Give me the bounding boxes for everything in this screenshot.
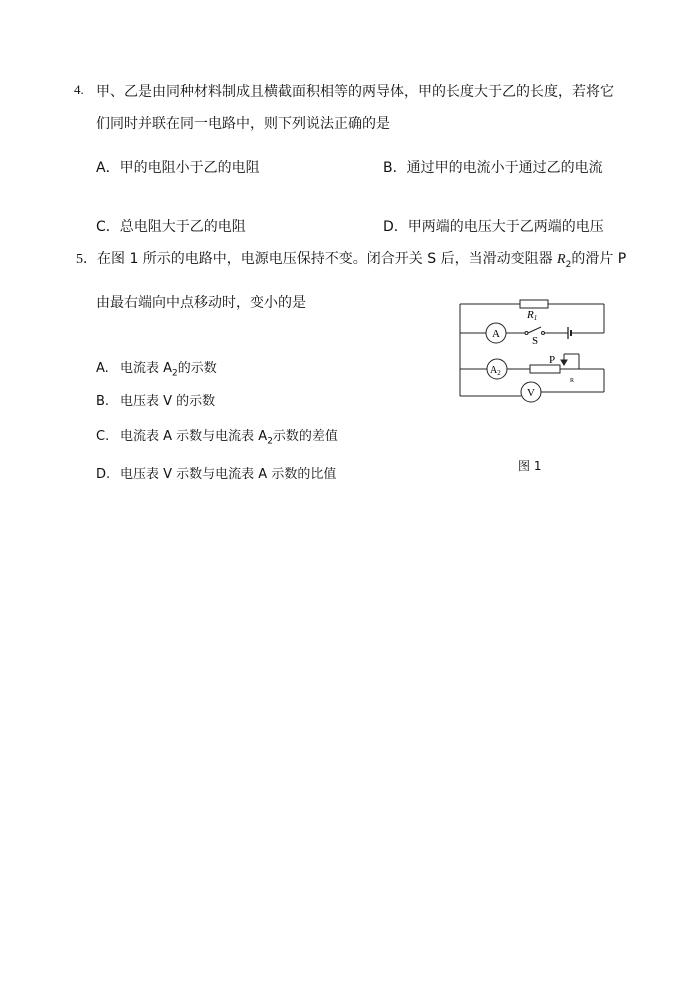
switch-label: S <box>532 335 539 347</box>
resistor-r1 <box>520 300 548 308</box>
q5-option-c <box>96 425 338 447</box>
q4-option-b: B．通过甲的电流小于通过乙的电流 <box>383 160 603 176</box>
q4-stem-line1: 甲、乙是由同种材料制成且横截面积相等的两导体，甲的长度大于乙的长度，若将它 <box>96 84 614 100</box>
q5-option-letter: A. <box>96 361 109 376</box>
q5-stem-part2: 的滑片 P <box>571 251 627 267</box>
q5-option-text: 电压表 V 示数与电流表 A 示数的比值 <box>120 467 337 482</box>
q5-option-text-post: 的示数 <box>177 361 217 376</box>
q5-option-b <box>96 390 215 409</box>
q5-option-text: 电流表 A 示数与电流表 A <box>120 429 268 444</box>
q5-r-var: R <box>557 252 566 267</box>
q5-stem-part1: 在图 1 所示的电路中，电源电压保持不变。闭合开关 S 后，当滑动变阻器 <box>97 251 558 267</box>
ammeter-a2-label: $A_2$ <box>490 365 501 377</box>
switch-contact <box>525 332 528 335</box>
slider-arrow-head <box>561 360 567 365</box>
q5-option-sub: 2 <box>172 368 178 379</box>
r2-small-label: R <box>570 378 575 384</box>
q5-option-d <box>96 463 336 482</box>
figure-caption: 图 1 <box>518 459 542 473</box>
circuit-diagram <box>452 296 612 408</box>
voltmeter-label: V <box>527 387 535 399</box>
q5-option-a <box>96 357 217 379</box>
q5-stem-line2: 由最右端向中点移动时，变小的是 <box>96 295 306 311</box>
q5-option-letter: C. <box>96 429 110 444</box>
q5-r-sub: 2 <box>565 259 572 270</box>
q5-number: 5． <box>76 252 97 267</box>
q5-option-text: 电流表 A <box>120 361 173 376</box>
q4-number: 4. <box>74 82 84 97</box>
switch-lever <box>528 327 541 333</box>
q4-stem-line2: 们同时并联在同一电路中，则下列说法正确的是 <box>96 116 390 132</box>
q4-option-d: D．甲两端的电压大于乙两端的电压 <box>383 219 604 235</box>
rheostat-r2 <box>530 365 560 373</box>
q5-stem-line1 <box>76 248 626 270</box>
switch-contact <box>542 332 545 335</box>
slider-label: P <box>549 354 556 366</box>
r1-label: R1 <box>527 309 538 322</box>
ammeter-a-label: A <box>492 328 500 340</box>
q5-option-letter: D. <box>96 467 111 482</box>
q5-option-letter: B. <box>96 394 110 409</box>
q5-option-text: 电压表 V 的示数 <box>120 394 216 409</box>
q4-option-a: A．甲的电阻小于乙的电阻 <box>96 160 260 176</box>
q4-option-c: C．总电阻大于乙的电阻 <box>96 219 246 235</box>
q5-option-text-post: 示数的差值 <box>272 429 338 444</box>
q5-option-sub: 2 <box>267 436 273 447</box>
